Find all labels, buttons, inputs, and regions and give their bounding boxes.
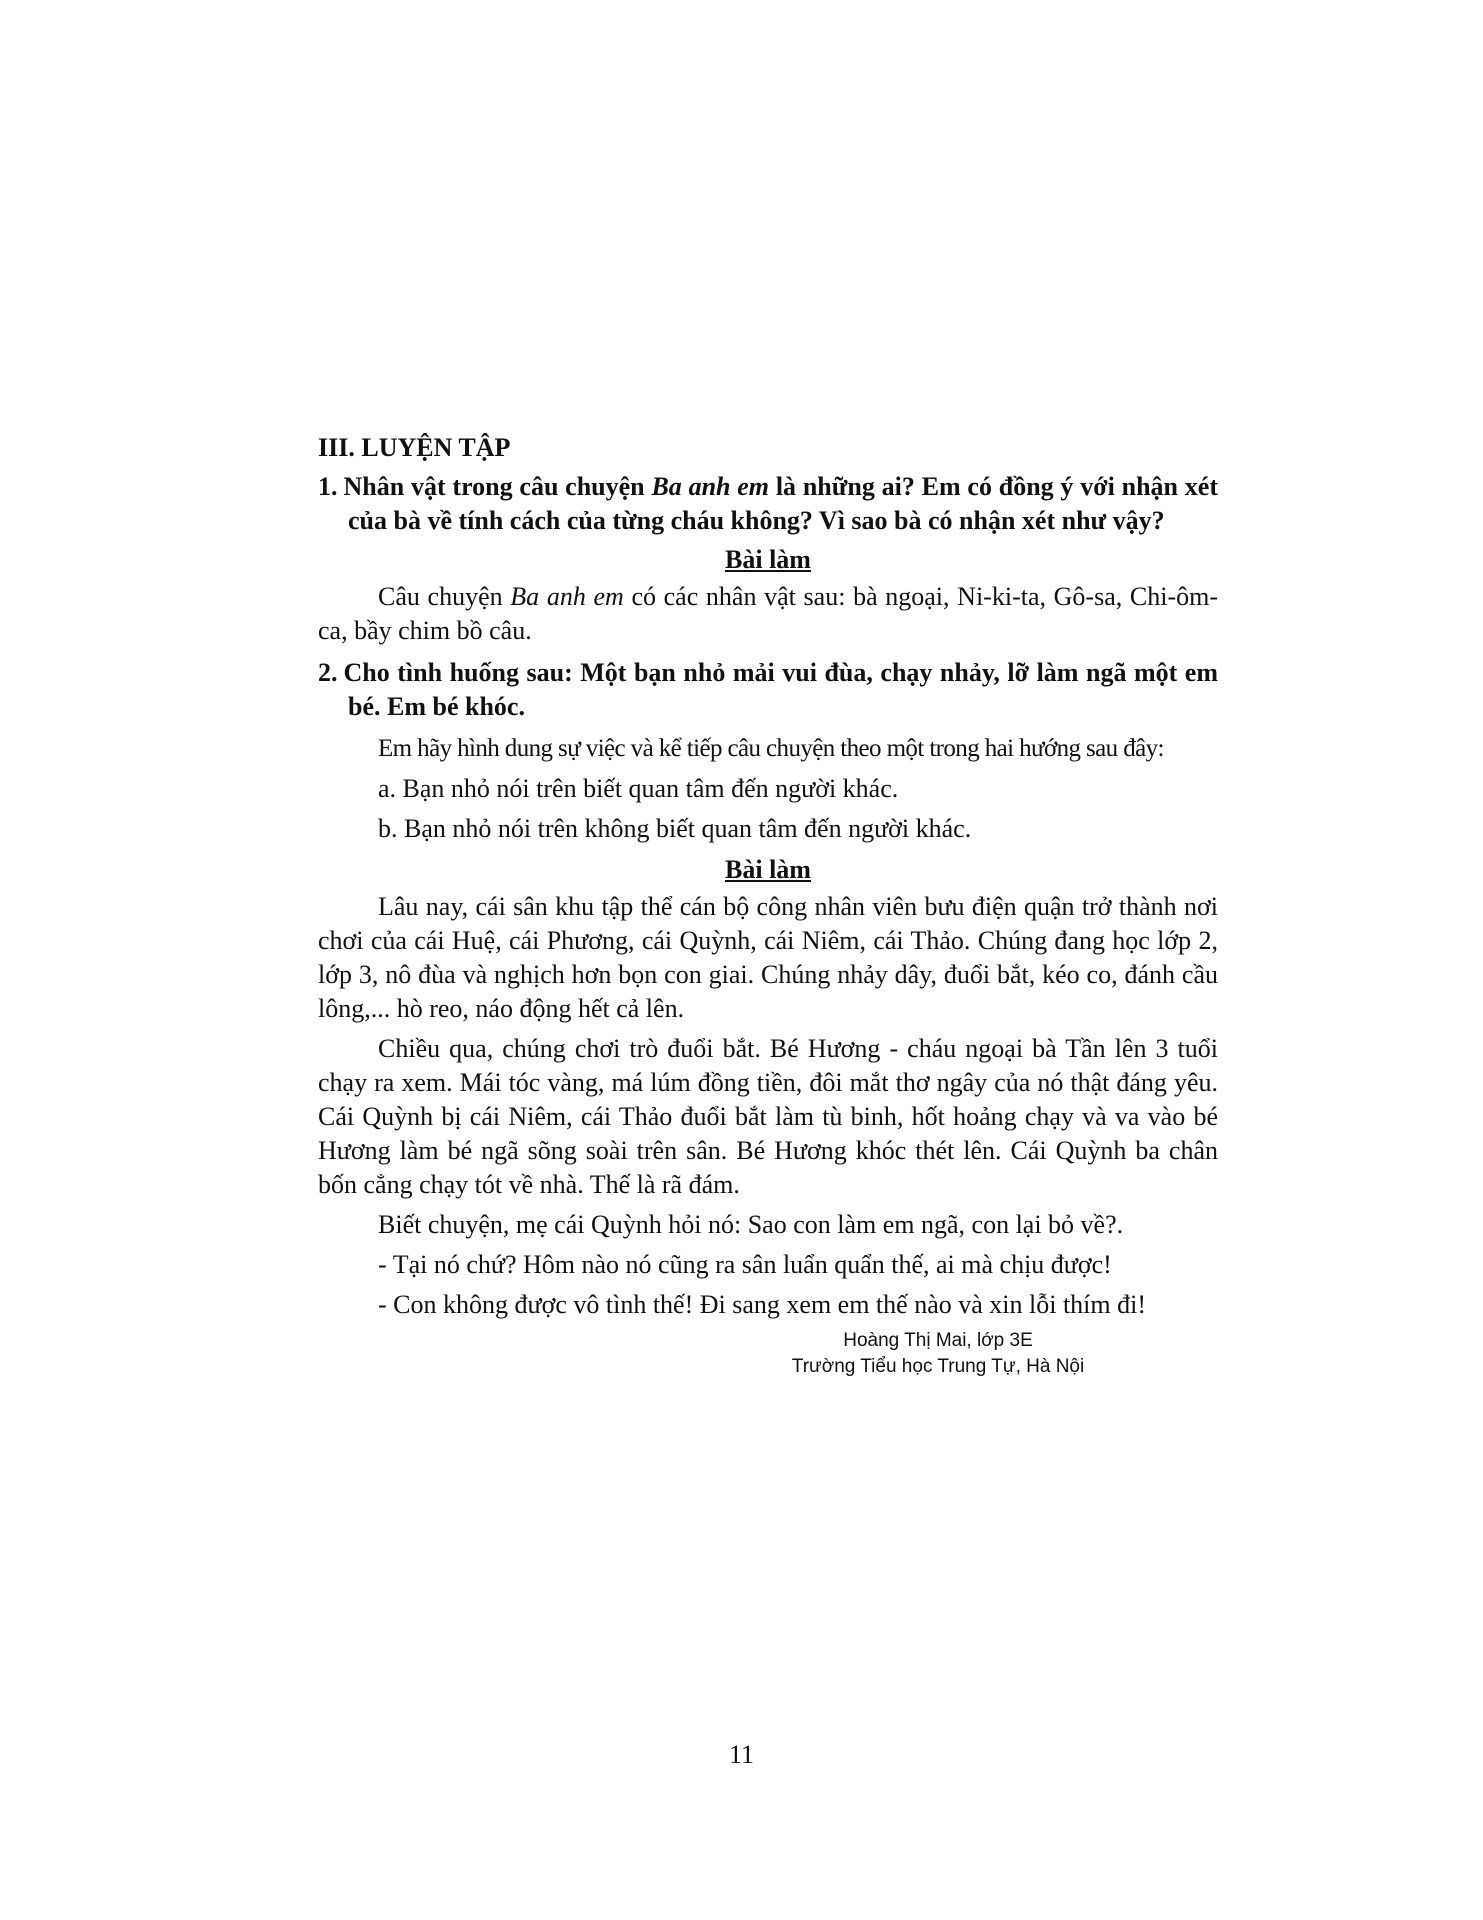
question-1-number: 1. — [318, 472, 338, 501]
question-2 — [318, 656, 1218, 724]
question-1-text-before: Nhân vật trong câu chuyện — [343, 472, 652, 501]
answer-2-paragraph-3: Biết chuyện, mẹ cái Quỳnh hỏi nó: Sao con làm em ngã, con lại bỏ về?. — [378, 1210, 1124, 1239]
question-1 — [318, 470, 1218, 538]
question-2-number: 2. — [318, 658, 338, 687]
answer-1-text-after: có các nhân vật sau: bà ngoại, Ni-ki-ta, Gô-sa, Chi-ôm-ca, bầy chim bồ câu. — [318, 582, 1218, 645]
question-2-text: Cho tình huống sau: Một bạn nhỏ mải vui đùa, chạy nhảy, lỡ làm ngã một em bé. Em bé khóc. — [343, 658, 1218, 721]
signature-school: Trường Tiểu học Trung Tự, Hà Nội — [791, 1356, 1085, 1377]
answer-2-dialog-2: - Con không được vô tình thế! Đi sang xem em thế nào và xin lỗi thím đi! — [378, 1290, 1147, 1319]
answer-1-text-before: Câu chuyện — [378, 582, 511, 611]
section-title: III. LUYỆN TẬP — [318, 433, 511, 462]
signature — [768, 1328, 1108, 1380]
question-2-option-b: b. Bạn nhỏ nói trên không biết quan tâm đến người khác. — [378, 814, 972, 843]
page-number: 11 — [728, 1740, 755, 1769]
answer-1-story-title: Ba anh em — [510, 582, 624, 611]
answer-2-dialog-1: - Tại nó chứ? Hôm nào nó cũng ra sân luẩn quẩn thế, ai mà chịu được! — [378, 1250, 1112, 1279]
answer-1-heading: Bài làm — [725, 545, 811, 574]
signature-author: Hoàng Thị Mai, lớp 3E — [843, 1330, 1033, 1351]
question-1-story-title: Ba anh em — [651, 472, 770, 501]
answer-2-paragraph-2: Chiều qua, chúng chơi trò đuổi bắt. Bé Hương - cháu ngoại bà Tần lên 3 tuổi chạy ra xem. Mái tóc vàng, má lúm đồng tiền, đôi mắt thơ ngây của nó thật đáng yêu. Cái Quỳnh bị cái Niêm, cái Thảo đuổi bắt làm tù binh, hốt hoảng chạy và va vào bé Hương làm bé ngã sõng soài trên sân. Bé Hương khóc thét lên. Cái Quỳnh ba chân bốn cẳng chạy tót về nhà. Thế là rã đám. — [318, 1034, 1218, 1199]
answer-1-paragraph — [318, 580, 1218, 648]
question-2-option-a: a. Bạn nhỏ nói trên biết quan tâm đến người khác. — [378, 774, 899, 803]
answer-2-paragraph-1: Lâu nay, cái sân khu tập thể cán bộ công nhân viên bưu điện quận trở thành nơi chơi của cái Huệ, cái Phương, cái Quỳnh, cái Niêm, cái Thảo. Chúng đang học lớp 2, lớp 3, nô đùa và nghịch hơn bọn con giai. Chúng nhảy dây, đuổi bắt, kéo co, đánh cầu lông,... hò reo, náo động hết cả lên. — [318, 892, 1218, 1023]
answer-2-heading: Bài làm — [725, 855, 811, 884]
page-content — [318, 430, 1218, 1380]
question-2-instruction: Em hãy hình dung sự việc và kể tiếp câu chuyện theo một trong hai hướng sau đây: — [378, 735, 1164, 762]
question-1-text-after: là những ai? Em có đồng ý với nhận xét của bà về tính cách của từng cháu không? Vì sao bà có nhận xét như vậy? — [348, 472, 1218, 535]
